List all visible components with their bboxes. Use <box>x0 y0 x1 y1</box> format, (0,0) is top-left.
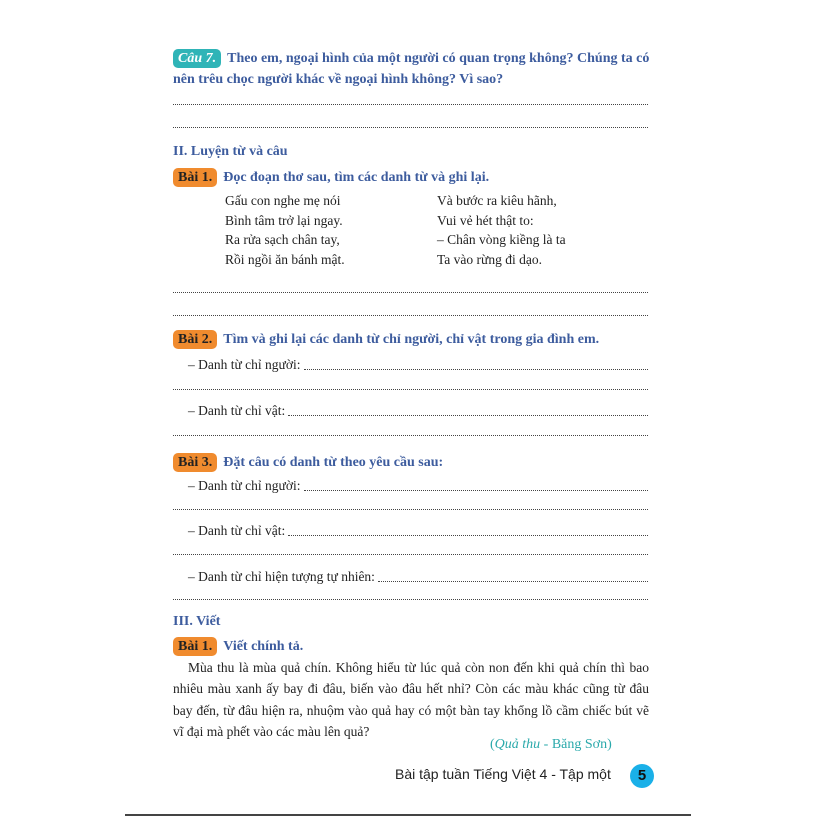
poem-line: Rồi ngồi ăn bánh mật. <box>225 251 345 267</box>
question-7-line1 <box>173 49 648 68</box>
citation-open: ( <box>490 737 495 752</box>
exercise-title: Viết chính tả. <box>223 639 304 654</box>
exercise-3-heading <box>173 453 648 472</box>
field-label: – Danh từ chỉ hiện tượng tự nhiên: <box>188 569 375 584</box>
exercise-2-heading <box>173 330 648 349</box>
bottom-rule <box>125 814 691 816</box>
exercise-badge: Bài 1. <box>173 168 217 187</box>
question-7-text: Theo em, ngoại hình của một người có quan trọng không? Chúng ta có <box>227 51 650 66</box>
exercise-title: Đặt câu có danh từ theo yêu cầu sau: <box>223 455 444 470</box>
section-heading: III. Viết <box>173 614 221 629</box>
exercise-badge: Bài 3. <box>173 453 217 472</box>
book-title: Bài tập tuần Tiếng Việt 4 - Tập một <box>395 766 611 782</box>
writing-exercise-heading <box>173 637 648 656</box>
answer-field[interactable] <box>188 356 648 374</box>
answer-line <box>173 389 648 390</box>
field-label: – Danh từ chỉ vật: <box>188 403 286 418</box>
dictation-paragraph: Mùa thu là mùa quả chín. Không hiểu từ lúc quả còn non đến khi quả chín thì bao nhiêu màu xanh ấy bay đi đâu, biến vào đâu hết nhỉ? Còn các màu khác cũng từ đâu bay đến, từ đâu hiện ra, nhuộm vào quả hay có một bàn tay khổng lồ cầm chiếc bút vẽ vĩ đại mà phết vào các màu lên quả? <box>173 660 649 739</box>
answer-line <box>173 599 648 600</box>
poem-line: Vui vẻ hét thật to: <box>437 212 534 228</box>
answer-field[interactable] <box>188 402 648 420</box>
poem-left <box>225 191 345 269</box>
citation-author: - Băng Sơn) <box>540 737 612 752</box>
answer-field[interactable] <box>188 568 648 586</box>
page-number: 5 <box>630 764 654 788</box>
field-label: – Danh từ chỉ vật: <box>188 523 286 538</box>
poem-right <box>437 191 566 269</box>
field-label: – Danh từ chỉ người: <box>188 478 301 493</box>
poem-line: Và bước ra kiêu hãnh, <box>437 193 557 208</box>
answer-line <box>173 104 648 105</box>
answer-line <box>173 509 648 510</box>
question-7-line2: nên trêu chọc người khác về ngoại hình không? Vì sao? <box>173 72 504 87</box>
answer-field[interactable] <box>188 477 648 495</box>
answer-line <box>173 315 648 316</box>
exercise-1-heading <box>173 168 648 187</box>
answer-line <box>173 127 648 128</box>
poem-line: – Chân vòng kiềng là ta <box>437 232 566 247</box>
poem-line: Ta vào rừng đi dạo. <box>437 251 542 267</box>
answer-line <box>173 292 648 293</box>
poem-line: Bình tâm trở lại ngay. <box>225 212 343 228</box>
section-heading: II. Luyện từ và câu <box>173 144 288 159</box>
citation <box>490 737 612 753</box>
field-label: – Danh từ chỉ người: <box>188 357 301 372</box>
citation-title: Quả thu <box>494 737 541 752</box>
poem-line: Ra rửa sạch chân tay, <box>225 232 340 247</box>
exercise-title: Tìm và ghi lại các danh từ chỉ người, chỉ vật trong gia đình em. <box>223 332 600 347</box>
answer-line <box>173 554 648 555</box>
poem-line: Gấu con nghe mẹ nói <box>225 193 341 208</box>
exercise-badge: Bài 2. <box>173 330 217 349</box>
question-7-badge: Câu 7. <box>173 49 221 68</box>
exercise-title: Đọc đoạn thơ sau, tìm các danh từ và ghi lại. <box>223 170 490 185</box>
answer-line <box>173 435 648 436</box>
exercise-badge: Bài 1. <box>173 637 217 656</box>
answer-field[interactable] <box>188 522 648 540</box>
